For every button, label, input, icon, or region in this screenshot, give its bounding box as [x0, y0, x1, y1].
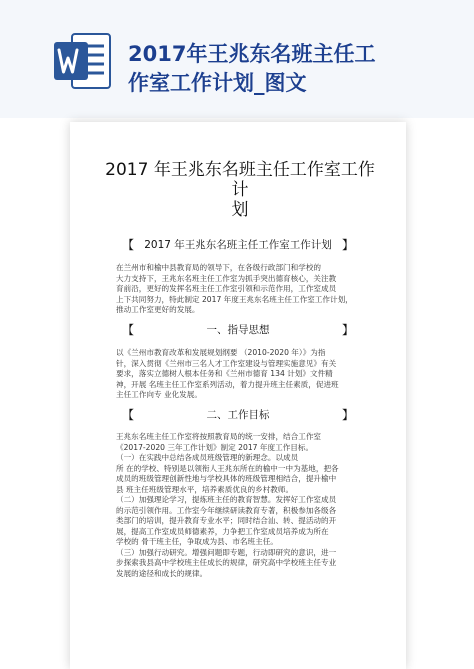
- section-2-paragraph: 王兆东名班主任工作室将按照教育局的统一安排，结合工作室 《2017-2020 三年工作计划》制定 2017 年度工作目标。 （一）在实践中总结各成员班级管理的新理念。以成员 所 在的学校、特别是以领衔人王兆东所在的榆中一中为基地，把各 成员的班级管理创新性地与学校具体的班级管理相结合，提升榆中 县 班主任班级管理水平，培养素质优良的乡村教师。 （二）加强理论学习，提炼班主任的教育智慧。发挥好工作室成员 的示范引领作用。工作室今年继续研读教育专著，积极参加各级各 类部门的培训，提升教育专业水平；同时结合汕、转、提活动的开 展，提高工作室成员师德素养，力争把工作室成员培养成为所在 学校的 骨干班主任，争取成为县、市名班主任。 （三）加强行动研究。增强问题即专题，行动即研究的意识，进一 步探索我县高中学校班主任成长的规律，研究高中学校班主任专业 发展的途径和成长的规律。: [116, 432, 339, 578]
- document-preview: [70, 122, 406, 669]
- document-heading: [122, 236, 354, 254]
- document-title: 2017 年王兆东名班主任工作室工作 计 划: [105, 160, 375, 220]
- section-1-paragraph: 以《兰州市教育改革和发展规划纲要 （2010-2020 年）》为指 针，深入贯彻《兰州市三名人才工作室建设与管理实施意见》有关 要求，落实立德树人根本任务和《兰州市德育 134 计划》文件精 神，开展 名班主任工作室系列活动，着力提升班主任素质，促进班 主任工作向专 业化发展。: [116, 348, 339, 399]
- page-header: [0, 0, 474, 118]
- bracket-open: 【: [122, 408, 135, 422]
- section-2-title: 二、工作目标: [206, 409, 270, 421]
- bracket-close: 】: [341, 408, 354, 422]
- section-1-title: 一、指导思想: [206, 324, 270, 336]
- section-heading-2: [122, 406, 354, 424]
- bracket-open: 【: [122, 238, 135, 252]
- bracket-close: 】: [341, 238, 354, 252]
- bracket-close: 】: [341, 323, 354, 337]
- bracket-open: 【: [122, 323, 135, 337]
- document-heading-text: 2017 年王兆东名班主任工作室工作计划: [144, 239, 332, 251]
- section-heading-1: [122, 321, 354, 339]
- word-icon: [52, 30, 114, 92]
- intro-paragraph: 在兰州市和榆中县教育局的领导下，在各级行政部门和学校的 大力支持下，王兆东名班主任工作室为抓手突出德育核心，关注教 育前沿，更好的发挥名班主任工作室引领和示范作用，工作室成员 上下共同努力，特此制定 2017 年度王兆东名班主任工作室工作计划， 推动工作室更好的发展。: [116, 263, 353, 314]
- page-title: 2017年王兆东名班主任工 作室工作计划_图文: [128, 42, 376, 95]
